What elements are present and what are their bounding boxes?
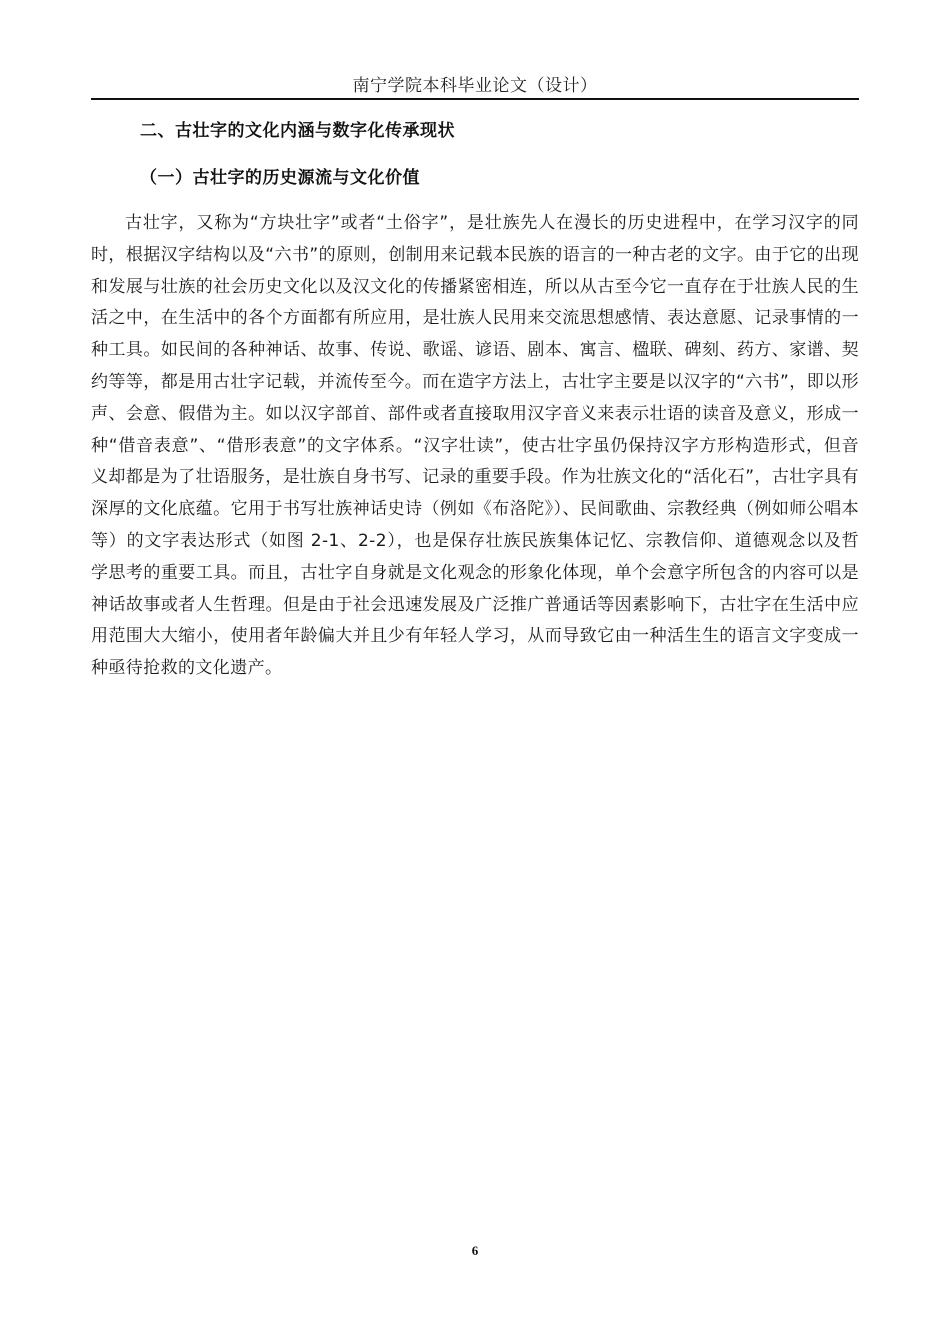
running-header: 南宁学院本科毕业论文（设计） bbox=[352, 76, 598, 96]
subsection-heading: （一）古壮字的历史源流与文化价值 bbox=[140, 168, 420, 188]
header-rule bbox=[91, 98, 859, 100]
body-paragraph: 古壮字，又称为“方块壮字”或者“土俗字”，是壮族先人在漫长的历史进程中，在学习汉字的同时，根据汉字结构以及“六书”的原则，创制用来记载本民族的语言的一种古老的文字。由于它的出现和发展与壮族的社会历史文化以及汉文化的传播紧密相连，所以从古至今它一直存在于壮族人民的生活之中，在生活中的各个方面都有所应用，是壮族人民用来交流思想感情、表达意愿、记录事情的一种工具。如民间的各种神话、故事、传说、歌谣、谚语、剧本、寓言、楹联、碑刻、药方、家谱、契约等等，都是用古壮字记载，并流传至今。而在造字方法上，古壮字主要是以汉字的“六书”，即以形声、会意、假借为主。如以汉字部首、部件或者直接取用汉字音义来表示壮语的读音及意义，形成一种“借音表意”、“借形表意”的文字体系。“汉字壮读”，使古壮字虽仍保持汉字方形构造形式，但音义却都是为了壮语服务，是壮族自身书写、记录的重要手段。作为壮族文化的“活化石”，古壮字具有深厚的文化底蕴。它用于书写壮族神话史诗（例如《布洛陀》）、民间歌曲、宗教经典（例如师公唱本等）的文字表达形式（如图 2-1、2-2），也是保存壮族民族集体记忆、宗教信仰、道德观念以及哲学思考的重要工具。而且，古壮字自身就是文化观念的形象化体现，单个会意字所包含的内容可以是神话故事或者人生哲理。但是由于社会迅速发展及广泛推广普通话等因素影响下，古壮字在生活中应用范围大大缩小，使用者年龄偏大并且少有年轻人学习，从而导致它由一种活生生的语言文字变成一种亟待抢救的文化遗产。 bbox=[91, 213, 859, 679]
section-heading: 二、古壮字的文化内涵与数字化传承现状 bbox=[140, 121, 455, 141]
page-number: 6 bbox=[471, 1243, 479, 1258]
